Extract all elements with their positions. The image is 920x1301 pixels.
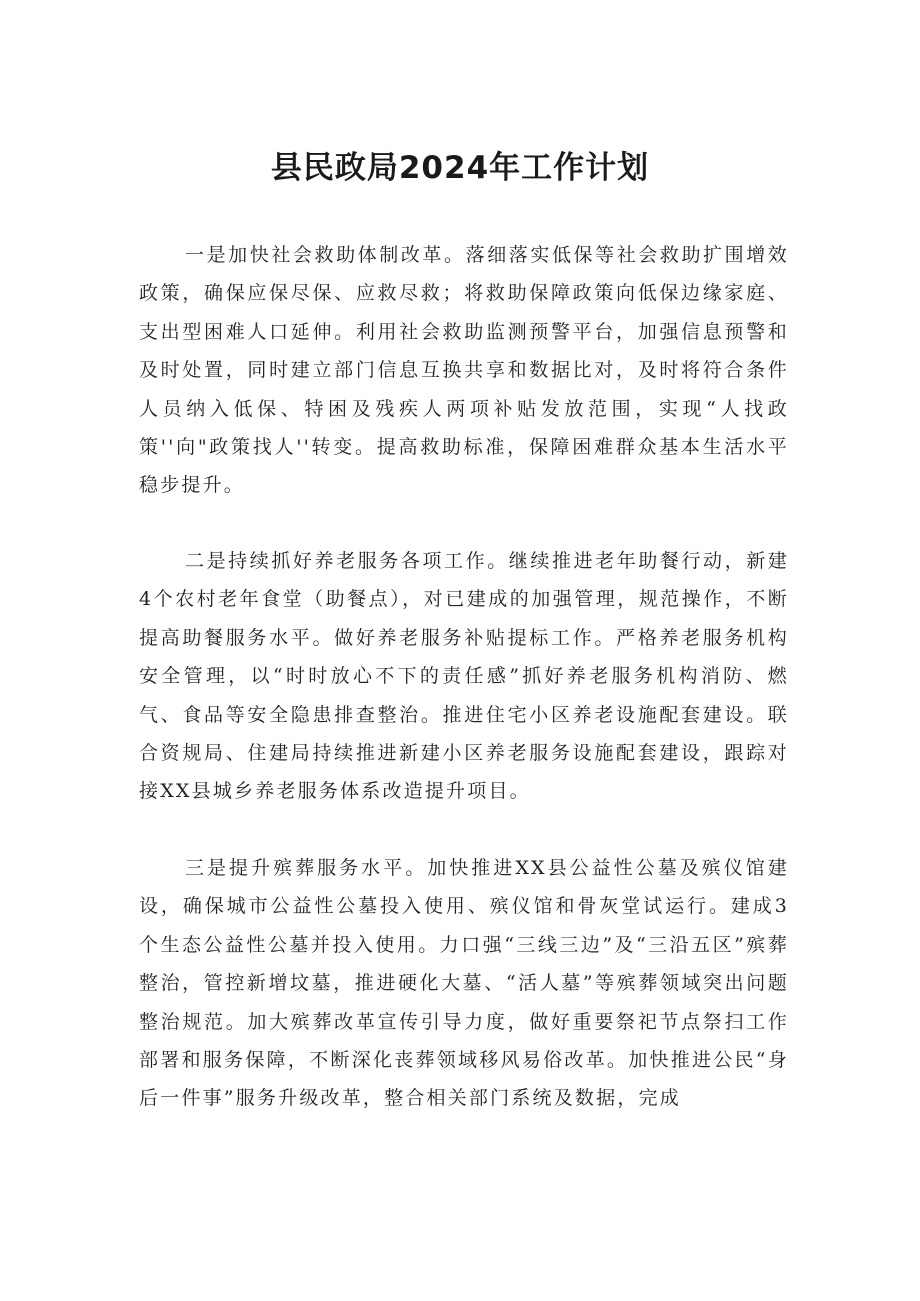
paragraph-social-assistance: 一是加快社会救助体制改革。落细落实低保等社会救助扩围增效政策，确保应保尽保、应救尽救；将救助保障政策向低保边缘家庭、支出型困难人口延伸。利用社会救助监测预警平台，加强信息预警和及时处置，同时建立部门信息互换共享和数据比对，及时将符合条件人员纳入低保、特困及残疾人两项补贴发放范围，实现“人找政策''向"政策找人''转变。提高救助标准，保障困难群众基本生活水平稳步提升。 [139,244,789,497]
paragraph-elderly-care: 二是持续抓好养老服务各项工作。继续推进老年助餐行动，新建4个农村老年食堂（助餐点），对已建成的加强管理，规范操作，不断提高助餐服务水平。做好养老服务补贴提标工作。严格养老服务机构安全管理，以“时时放心不下的责任感”抓好养老服务机构消防、燃气、食品等安全隐患排查整治。推进住宅小区养老设施配套建设。联合资规局、住建局持续推进新建小区养老服务设施配套建设，跟踪对接XX县城乡养老服务体系改造提升项目。 [139,550,789,803]
paragraph-funeral-services: 三是提升殡葬服务水平。加快推进XX县公益性公墓及殡仪馆建设，确保城市公益性公墓投入使用、殡仪馆和骨灰堂试运行。建成3个生态公益性公墓并投入使用。力口强“三线三边”及“三沿五区”殡葬整治，管控新增坟墓，推进硬化大墓、“活人墓”等殡葬领域突出问题整治规范。加大殡葬改革宣传引导力度，做好重要祭祀节点祭扫工作部署和服务保障，不断深化丧葬领域移风易俗改革。加快推进公民“身后一件事”服务升级改革，整合相关部门系统及数据，完成 [139,857,789,1110]
document-title: 县民政局2024年工作计划 [270,150,650,186]
